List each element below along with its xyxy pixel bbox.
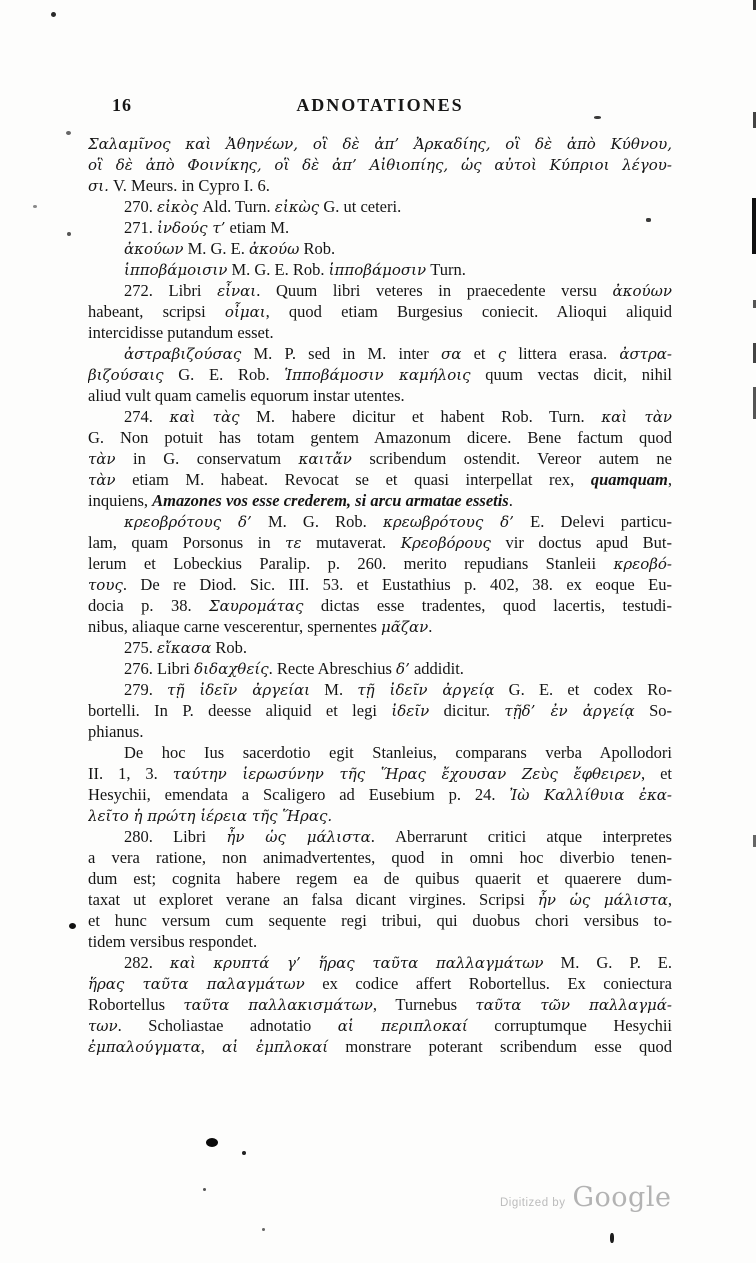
roman-text: M. P. sed in M. inter <box>241 344 441 363</box>
greek-text: καιτἄν <box>298 450 352 468</box>
text-line <box>88 826 672 847</box>
roman-text: 271. <box>124 218 157 237</box>
ink-speck <box>262 1228 265 1231</box>
roman-text: mutaverat. <box>301 533 401 552</box>
roman-text: , <box>200 1037 223 1056</box>
roman-text: etiam M. habeat. Revocat se et quasi interpellat rex, <box>115 470 591 489</box>
text-line <box>88 385 672 406</box>
roman-text: M. G. E. <box>183 239 250 258</box>
page-number: 16 <box>112 95 132 115</box>
text-line <box>88 280 672 301</box>
roman-text: nibus, aliaque carne vescerentur, spernentes <box>88 617 382 636</box>
ink-speck <box>206 1138 218 1147</box>
roman-text: 274. <box>124 407 170 426</box>
roman-text: lam, quam Porsonus in <box>88 533 286 552</box>
roman-text: . Recte Abreschius <box>268 659 397 678</box>
roman-text: G. ut ceteri. <box>319 197 402 216</box>
roman-text: et hunc versum cum sequente regi tribui, qui duobus chori versibus to- <box>88 911 672 930</box>
ink-speck <box>594 116 601 119</box>
roman-text: M. <box>310 680 358 699</box>
roman-text: , <box>667 470 672 489</box>
watermark-prefix-text: Digitized by <box>500 1197 566 1209</box>
roman-text: . Quum libri veteres in praecedente versu <box>256 281 613 300</box>
text-line <box>88 301 672 322</box>
ink-speck <box>752 198 756 254</box>
greek-text: κρεοβό- <box>613 555 672 573</box>
greek-text: τε <box>285 534 302 552</box>
text-line <box>88 574 672 595</box>
text-line <box>88 364 672 385</box>
roman-text: intercidisse putandum esset. <box>88 323 274 342</box>
greek-text: τῇδ’ ἐν ἀργείᾳ <box>504 702 635 720</box>
text-line <box>88 238 672 259</box>
greek-text: ἀκούων <box>124 240 184 258</box>
text-line <box>88 511 672 532</box>
text-line <box>88 910 672 931</box>
greek-text: καὶ τὰς <box>169 408 240 426</box>
text-line <box>88 679 672 700</box>
roman-text: De hoc Ius sacerdotio egit Stanleius, comparans verba Apollodori <box>124 743 672 762</box>
roman-text: vir doctus apud But- <box>490 533 672 552</box>
greek-text: διδαχθείς <box>194 660 269 678</box>
roman-text: . <box>428 617 433 636</box>
text-line <box>88 952 672 973</box>
roman-text: Ald. Turn. <box>198 197 275 216</box>
roman-text: aliud vult quam camelis equorum instar utentes. <box>88 386 405 405</box>
text-line <box>88 1036 672 1057</box>
roman-text: in G. conservatum <box>115 449 299 468</box>
text-line <box>88 448 672 469</box>
greek-text: Σαλαμῖνος καὶ Ἀθηνέων, οἳ δὲ ἀπ’ Ἀρκαδίης, οἳ δὲ ἀπὸ Κύθνου, <box>88 135 672 153</box>
roman-text: . Aberrarunt critici atque interpretes <box>370 827 672 846</box>
roman-text: M. habere dicitur et habent Rob. Turn. <box>239 407 602 426</box>
ink-speck <box>51 12 56 17</box>
greek-text: τὰν <box>88 450 116 468</box>
greek-text: ἰδεῖν <box>391 702 430 720</box>
roman-text: docia p. 38. <box>88 596 210 615</box>
greek-text: τους <box>88 576 123 594</box>
text-line <box>88 658 672 679</box>
roman-text: 272. Libri <box>124 281 218 300</box>
greek-text: τὰν <box>88 471 116 489</box>
roman-text: dictas esse tradentes, quod lacertis, testudi- <box>303 596 672 615</box>
roman-text: dum est; cognita habere regem ea de quibus quaerit et quaerere dum- <box>88 869 672 888</box>
roman-text: 282. <box>124 953 170 972</box>
greek-text: κρεωβρότους δ’ <box>383 513 514 531</box>
roman-text: , Turnebus <box>372 995 476 1014</box>
greek-text: ἱπποβάμοισιν <box>124 261 228 279</box>
roman-text: littera erasa. <box>506 344 620 363</box>
roman-text: 280. Libri <box>124 827 227 846</box>
roman-text: , et <box>640 764 672 783</box>
ink-speck <box>646 218 651 222</box>
text-line <box>88 175 672 196</box>
roman-text: . De re Diod. Sic. III. 53. et Eustathius p. 402, 38. ex eoque Eu- <box>122 575 672 594</box>
greek-text: ἰνδούς τ’ <box>157 219 226 237</box>
text-line <box>88 721 672 742</box>
greek-text: ταῦτα τῶν παλλαγμά- <box>475 996 672 1014</box>
greek-text: εἴκασα <box>157 639 212 657</box>
roman-text: G. E. Rob. <box>163 365 285 384</box>
greek-text: ἦν ὡς μάλιστα <box>537 891 668 909</box>
roman-text: 276. Libri <box>124 659 195 678</box>
ink-speck <box>69 923 76 929</box>
text-line <box>88 595 672 616</box>
greek-text: Ἱπποβάμοσιν καμήλοις <box>284 366 471 384</box>
greek-text: ἀστρα- <box>619 345 672 363</box>
roman-text: etiam M. <box>225 218 290 237</box>
roman-text: E. Delevi particu- <box>513 512 672 531</box>
roman-text: Hesychii, emendata a Scaligero ad Eusebium p. 24. <box>88 785 510 804</box>
text-line <box>88 637 672 658</box>
roman-text: M. G. Rob. <box>251 512 383 531</box>
text-line <box>88 133 672 154</box>
roman-text: 279. <box>124 680 168 699</box>
greek-text: σι. <box>88 177 109 195</box>
greek-text: τῇ ἰδεῖν ἀργείαι <box>167 681 311 699</box>
text-line <box>88 616 672 637</box>
greek-text: εἰκὸς <box>157 198 199 216</box>
text-line <box>88 784 672 805</box>
text-line <box>88 553 672 574</box>
roman-text: inquiens, <box>88 491 153 510</box>
greek-text: ς <box>497 345 507 363</box>
roman-text: ex codice affert Robortellus. Ex coniectura <box>304 974 672 993</box>
greek-text: ἀκούων <box>612 282 672 300</box>
roman-text: a vera ratione, non animadvertentes, quod in omni hoc diverbio tenen- <box>88 848 672 867</box>
greek-text: εἰκὼς <box>274 198 320 216</box>
roman-text: M. G. P. E. <box>543 953 672 972</box>
greek-text: ἀκούω <box>249 240 300 258</box>
roman-text: tidem versibus respondet. <box>88 932 258 951</box>
text-line <box>88 973 672 994</box>
text-line <box>88 217 672 238</box>
ink-speck <box>66 131 71 135</box>
text-line <box>88 1015 672 1036</box>
roman-text: corruptumque Hesychii <box>467 1016 672 1035</box>
greek-text: τῇ ἰδεῖν ἀργείᾳ <box>357 681 495 699</box>
roman-text: 270. <box>124 197 157 216</box>
roman-text: quum vectas dicit, nihil <box>470 365 672 384</box>
text-line <box>88 931 672 952</box>
ink-speck <box>33 205 37 208</box>
greek-text: οἶμαι <box>224 303 266 321</box>
text-line <box>88 154 672 175</box>
roman-text: . Scholiastae adnotatio <box>117 1016 338 1035</box>
roman-text: 275. <box>124 638 157 657</box>
roman-text: , <box>667 890 672 909</box>
roman-text: G. E. et codex Ro- <box>494 680 672 699</box>
greek-text: ἥρας ταῦτα παλαγμάτων <box>88 975 305 993</box>
greek-text: οἳ δὲ ἀπὸ Φοινίκης, οἳ δὲ ἀπ’ Αἰθιοπίης, ὡς αὐτοὶ Κύπριοι λέγου- <box>88 156 672 174</box>
ink-speck <box>67 232 71 236</box>
text-line <box>88 700 672 721</box>
text-line <box>88 406 672 427</box>
greek-text: μᾶζαν <box>381 618 429 636</box>
roman-text: M. G. E. Rob. <box>227 260 329 279</box>
text-line <box>88 805 672 826</box>
roman-text: II. 1, 3. <box>88 764 173 783</box>
greek-text: Ἰὼ Καλλίθυια ἐκα- <box>509 786 672 804</box>
roman-text: taxat ut exploret verane an falsa dicant virgines. Scripsi <box>88 890 538 909</box>
roman-text: V. Meurs. in Cypro I. 6. <box>108 176 270 195</box>
running-header: ADNOTATIONES <box>296 95 464 115</box>
roman-text: et <box>461 344 498 363</box>
text-line <box>88 343 672 364</box>
greek-text: ἐμπαλούγματα <box>88 1038 201 1056</box>
roman-text: . <box>508 491 513 510</box>
text-line <box>88 259 672 280</box>
roman-text: G. Non potuit has totam gentem Amazonum dicere. Bene factum quod <box>88 428 672 447</box>
emphasized-text: quamquam <box>590 470 668 489</box>
text-line <box>88 532 672 553</box>
emphasized-text: Amazones vos esse crederem, si arcu armatae essetis <box>152 491 509 510</box>
roman-text: Rob. <box>211 638 248 657</box>
text-line <box>88 742 672 763</box>
greek-text: Σαυρομάτας <box>209 597 304 615</box>
roman-text: habeant, scripsi <box>88 302 225 321</box>
roman-text: phianus. <box>88 722 144 741</box>
digitized-by-google-watermark <box>500 1182 671 1213</box>
roman-text: monstrare poterant scribendum esse quod <box>328 1037 672 1056</box>
greek-text: σα <box>440 345 462 363</box>
text-line <box>88 994 672 1015</box>
greek-text: ἱπποβάμοσιν <box>328 261 427 279</box>
text-line <box>88 469 672 490</box>
text-line <box>88 196 672 217</box>
greek-text: των <box>88 1017 118 1035</box>
greek-text: αἱ περιπλοκαί <box>337 1017 468 1035</box>
text-line <box>88 322 672 343</box>
greek-text: καὶ κρυπτά γ’ ἥρας ταῦτα παλλαγμάτων <box>169 954 544 972</box>
roman-text: So- <box>634 701 672 720</box>
greek-text: Κρεοβόρους <box>400 534 491 552</box>
text-line <box>88 868 672 889</box>
greek-text: ἦν ὡς μάλιστα <box>226 828 371 846</box>
roman-text: , quod etiam Burgesius coniecit. Alioqui aliquid <box>265 302 672 321</box>
greek-text: αἱ ἐμπλοκαί <box>222 1038 329 1056</box>
greek-text: καὶ τὰν <box>601 408 672 426</box>
roman-text: lerum et Lobeckius Paralip. p. 260. merito repudians Stanleii <box>88 554 614 573</box>
roman-text: Robortellus <box>88 995 184 1014</box>
roman-text: addidit. <box>409 659 464 678</box>
greek-text: βιζούσαις <box>88 366 164 384</box>
roman-text: dicitur. <box>429 701 505 720</box>
greek-text: εἶναι <box>217 282 257 300</box>
greek-text: ταύτην ἱερωσύνην τῆς Ἥρας ἔχουσαν Ζεὺς ἔφθειρεν <box>172 765 641 783</box>
google-logo: Google <box>572 1182 672 1213</box>
ink-speck <box>203 1188 206 1191</box>
greek-text: κρεοβρότους δ’ <box>124 513 252 531</box>
text-line <box>88 847 672 868</box>
greek-text: δ’ <box>396 660 410 678</box>
greek-text: ἀστραβιζούσας <box>124 345 242 363</box>
roman-text: scribendum ostendit. Vereor autem ne <box>351 449 672 468</box>
text-line <box>88 889 672 910</box>
roman-text: bortelli. In P. deesse aliquid et legi <box>88 701 392 720</box>
ink-speck <box>242 1151 246 1155</box>
text-block <box>88 133 672 1057</box>
greek-text: ταῦτα παλλακισμάτων <box>183 996 373 1014</box>
text-line <box>88 427 672 448</box>
roman-text: Turn. <box>426 260 466 279</box>
roman-text: Rob. <box>299 239 336 258</box>
ink-speck <box>610 1233 614 1243</box>
text-line <box>88 763 672 784</box>
text-line <box>88 490 672 511</box>
greek-text: λεῖτο ἡ πρώτη ἱέρεια τῆς Ἥρας. <box>88 807 333 825</box>
